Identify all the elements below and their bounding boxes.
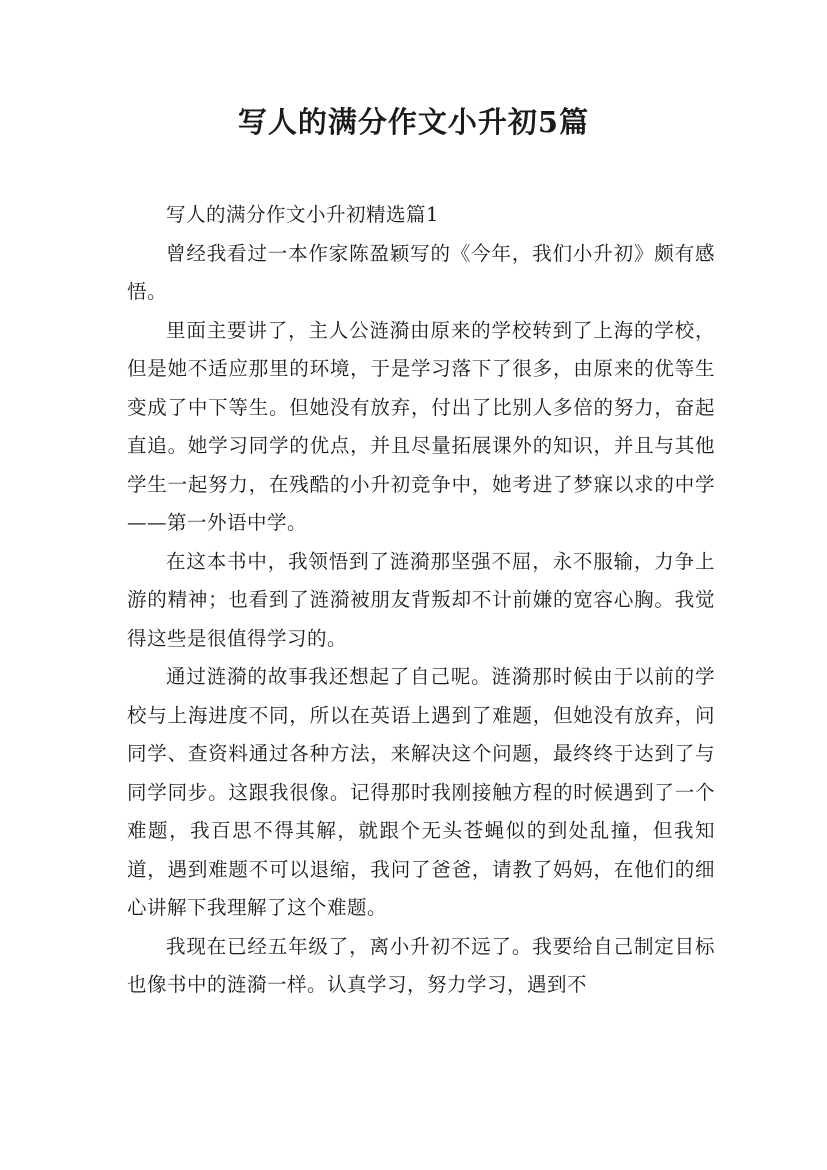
- paragraph: 在这本书中，我领悟到了涟漪那坚强不屈，永不服输，力争上游的精神；也看到了涟漪被朋友背叛却不计前嫌的宽容心胸。我觉得这些是很值得学习的。: [127, 549, 715, 650]
- document-body: [127, 196, 715, 1005]
- paragraph: 我现在已经五年级了，离小升初不远了。我要给自己制定目标也像书中的涟漪一样。认真学习，努力学习，遇到不: [127, 934, 715, 996]
- section-heading: 写人的满分作文小升初精选篇1: [166, 203, 439, 226]
- paragraph: 通过涟漪的故事我还想起了自己呢。涟漪那时候由于以前的学校与上海进度不同，所以在英语上遇到了难题，但她没有放弃，问同学、查资料通过各种方法，来解决这个问题，最终终于达到了与同学同步。这跟我很像。记得那时我刚接触方程的时候遇到了一个难题，我百思不得其解，就跟个无头苍蝇似的到处乱撞，但我知道，遇到难题不可以退缩，我问了爸爸，请教了妈妈，在他们的细心讲解下我理解了这个难题。: [127, 665, 715, 919]
- document-title: 写人的满分作文小升初5篇: [237, 105, 590, 139]
- paragraph: 曾经我看过一本作家陈盈颖写的《今年，我们小升初》颇有感悟。: [127, 241, 715, 303]
- paragraph: 里面主要讲了，主人公涟漪由原来的学校转到了上海的学校，但是她不适应那里的环境，于是学习落下了很多，由原来的优等生变成了中下等生。但她没有放弃，付出了比别人多倍的努力，奋起直追。她学习同学的优点，并且尽量拓展课外的知识，并且与其他学生一起努力，在残酷的小升初竞争中，她考进了梦寐以求的中学——第一外语中学。: [127, 318, 715, 534]
